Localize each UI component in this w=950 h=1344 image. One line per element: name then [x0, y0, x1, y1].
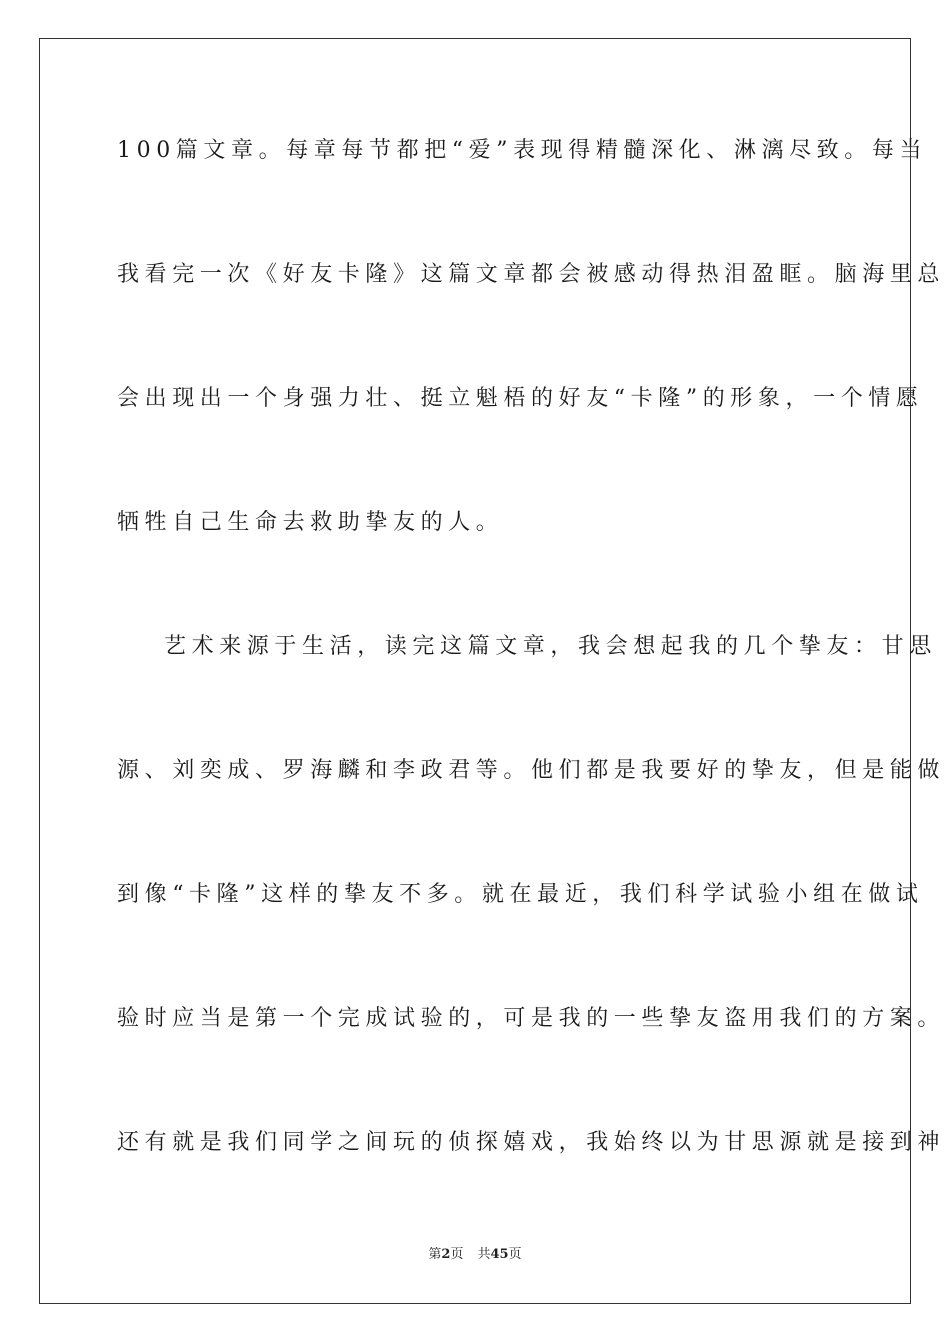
- total-suffix: 页: [508, 1247, 522, 1262]
- body-line-6: 源、刘奕成、罗海麟和李政君等。他们都是我要好的挚友，但是能做: [117, 758, 946, 783]
- page-suffix: 页: [450, 1247, 464, 1262]
- body-line-8: 验时应当是第一个完成试验的，可是我的一些挚友盗用我们的方案。: [117, 1006, 946, 1031]
- page-border: [39, 38, 911, 1304]
- body-line-1: 100篇文章。每章每节都把“爱”表现得精髓深化、淋漓尽致。每当: [117, 138, 928, 163]
- body-line-7: 到像“卡隆”这样的挚友不多。就在最近，我们科学试验小组在做试: [117, 882, 924, 907]
- body-line-3: 会出现出一个身强力壮、挺立魁梧的好友“卡隆”的形象，一个情愿: [117, 386, 924, 411]
- page-footer: [0, 1246, 950, 1264]
- total-prefix: 共: [477, 1247, 491, 1262]
- page-number: 2: [441, 1247, 451, 1262]
- body-line-2: 我看完一次《好友卡隆》这篇文章都会被感动得热泪盈眶。脑海里总: [117, 262, 946, 287]
- page-prefix: 第: [428, 1247, 442, 1262]
- body-line-4: 牺牲自己生命去救助挚友的人。: [117, 510, 504, 535]
- body-line-9: 还有就是我们同学之间玩的侦探嬉戏，我始终以为甘思源就是接到神: [117, 1130, 946, 1155]
- total-pages: 45: [490, 1247, 509, 1262]
- body-line-5: 艺术来源于生活，读完这篇文章，我会想起我的几个挚友：甘思: [164, 634, 937, 659]
